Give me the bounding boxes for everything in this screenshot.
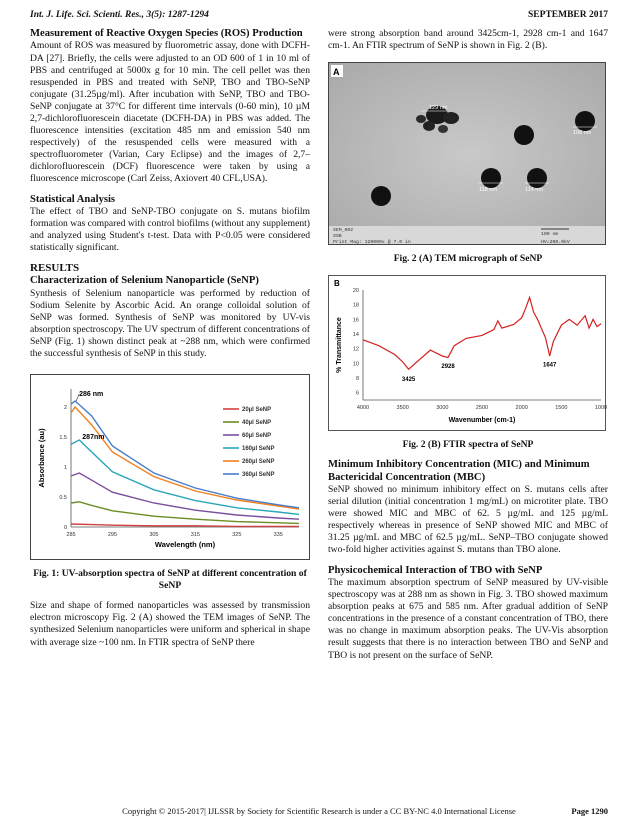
size-label: 118 nm [479, 187, 497, 194]
left-column [30, 28, 310, 649]
legend-label: 160µl SeNP [242, 446, 275, 453]
y-tick-label: 1.5 [59, 435, 67, 442]
nanoparticle [514, 125, 534, 145]
uv-figure [30, 374, 310, 560]
ros-paragraph: Amount of ROS was measured by fluorometric assay, done with DCFH-DA [27]. Briefly, the cells were adjusted to an OD 600 of 1 in 10 ml of PBS and centrifuged at 5000x g for 10 min. The cell pellet was then resuspended in PBS and treated with SeNP, TBO and TBO-SeNP conjugate (31.25µg/ml). After incubation with SeNP, TBO and TBO-SeNP conjugate at 37°C for different time intervals (0-60 min), 10 µM 2,7-dichlorofluorescein diacetate (DCFH-DA) in PBS was added. The fluorescence intensities (excitation 485 nm and emission 540 nm respectively) of the resuspended cells were measured with a spectrofluorometer (Varian, Cary Eclipse) and the images of 2,7–dichlorofluorescein (DCF) fluorescence were taken by using a fluorescence microscope (Carl Zeiss, Axiovert 40 CFL,USA). [30, 40, 310, 185]
tem-info: Print Mag: 120000x @ 7.0 in [333, 240, 411, 246]
y-tick-label: 12 [352, 346, 359, 353]
phys-section-title: Physicochemical Interaction of TBO with SeNP [328, 564, 543, 576]
peak-annotation: 3425 [401, 377, 416, 384]
tem-panel-label: A [333, 67, 340, 78]
y-tick-label: 16 [352, 317, 359, 324]
legend-label: 60µl SeNP [242, 433, 272, 440]
y-tick-label: 8 [355, 376, 359, 383]
copyright: Copyright © 2015-2017| IJLSSR by Society for Scientific Research is under a CC BY-NC 4.0 International License [122, 806, 516, 816]
ftir-chart [329, 276, 607, 432]
peak-annotation: 287nm [82, 434, 105, 442]
uv-series-line [71, 502, 299, 524]
char-paragraph: Synthesis of Selenium nanoparticle was performed by reduction of Sodium Selenite by Ascorbic Acid. An orange colloidal solution of SeNP was formed. Synthesis of SeNP was monitored by UV-vis absorption spectroscopy. The UV spectrum of different concentrations of SeNP (Fig. 1) shown distinct peak at ~288 nm, which were confirmed the successful synthesis of SeNP in this study. [30, 287, 310, 360]
x-tick-label: 1500 [555, 405, 568, 412]
y-tick-label: 20 [352, 288, 359, 295]
x-tick-label: 1000 [594, 405, 607, 412]
nanoparticle [527, 168, 547, 188]
ftir-panel-label: B [334, 279, 340, 289]
y-tick-label: 1 [63, 465, 67, 472]
nanoparticle [416, 115, 426, 123]
size-label: 114 nm [525, 187, 543, 194]
results-heading: RESULTS [30, 262, 80, 275]
size-label: 108 nm [573, 130, 592, 137]
x-tick-label: 4000 [356, 405, 370, 412]
ftir-series-line [363, 298, 601, 370]
page-footer [30, 806, 608, 816]
uv-chart [31, 375, 309, 559]
fig1-caption: Fig. 1: UV-absorption spectra of SeNP at different concentration of SeNP [33, 568, 307, 592]
ftir-paragraph: were strong absorption band around 3425cm-1, 2928 cm-1 and 1647 cm-1. An FTIR spectrum of SeNP is shown in Fig. 2 (B). [328, 28, 608, 52]
y-tick-label: 18 [352, 302, 359, 309]
x-tick-label: 335 [273, 532, 283, 539]
page-header [30, 10, 608, 24]
fig2b-caption: Fig. 2 (B) FTIR spectra of SeNP [402, 439, 534, 451]
y-tick-label: 6 [355, 390, 359, 397]
y-tick-label: 10 [352, 361, 359, 368]
ros-section-title: Measurement of Reactive Oxygen Species (ROS) Production [30, 28, 303, 39]
mic-section-title: Minimum Inhibitory Concentration (MIC) and Minimum Bactericidal Concentration (MBC) [328, 459, 590, 483]
ftir-figure [328, 275, 606, 431]
right-column [328, 28, 608, 662]
y-axis-label: Absorbance (au) [37, 428, 46, 488]
x-tick-label: 2000 [515, 405, 528, 412]
stat-paragraph: The effect of TBO and SeNP-TBO conjugate on S. mutans biofilm formation was compared with control biofilms (without any supplement) and analyzed using Student's t-test. Data with P<0.05 were considered statistically significant. [30, 205, 310, 254]
x-tick-label: 315 [190, 532, 200, 539]
y-tick-label: 0.5 [59, 495, 67, 502]
legend-label: 260µl SeNP [242, 459, 275, 466]
fig2a-caption: Fig. 2 (A) TEM micrograph of SeNP [393, 253, 543, 265]
peak-annotation: 1647 [542, 362, 557, 369]
size-paragraph: Size and shape of formed nanoparticles was assessed by transmission electron microscopy Fig. 2 (A) showed the TEM images of SeNP. The synthesized Selenium nanoparticles were uniform and spherical in shape with average size ~100 nm. In FTIR spectra of SeNP there [30, 600, 310, 648]
phys-paragraph: The maximum absorption spectrum of SeNP measured by UV-visible spectroscopy was at 288 nm as shown in Fig. 3. TBO showed maximum absorption peaks at 675 and 585 nm. After gradual addition of SeNP concentrations in the presence of a constant concentration of TBO, there was no change in maximum absorption peaks. The UV-Vis absorption result suggests that there is no interaction between TBO and SeNP and TBO is not present on the surface of SeNP. [328, 576, 608, 661]
nanoparticle [438, 125, 448, 133]
y-tick-label: 2 [63, 405, 67, 412]
nanoparticle [423, 121, 435, 131]
uv-series-line [71, 401, 299, 508]
y-tick-label: 0 [63, 525, 67, 532]
nanoparticle [575, 111, 595, 131]
uv-series-line [71, 524, 299, 526]
tem-info: SEM_002 [333, 228, 354, 234]
peak-annotation: 2928 [441, 364, 455, 371]
stat-section-title: Statistical Analysis [30, 193, 116, 205]
journal-citation: Int. J. Life. Sci. Scienti. Res., 3(5): 1287-1294 [30, 10, 209, 20]
x-tick-label: 3500 [396, 405, 409, 412]
size-label: 129 nm [429, 105, 448, 112]
uv-series-line [71, 473, 299, 519]
x-axis-label: Wavenumber (cm-1) [448, 417, 516, 425]
x-tick-label: 325 [232, 532, 242, 539]
legend-label: 20µl SeNP [242, 407, 272, 414]
peak-annotation: 286 nm [79, 391, 104, 399]
tem-scale: 100 nm [541, 232, 559, 238]
y-tick-label: 14 [352, 332, 359, 339]
mic-paragraph: SeNP showed no minimum inhibitory effect on S. mutans cells after serial dilution (initial concentration 1 mg/mL) on microtiter plate. TBO were showed MIC and MBC of 62. 5 µg/mL and 125 µg/mL respectively whereas in presence of SeNP showed MIC and MBC of 31.25 µg/mL and MBC of 62.5 µg/mL. SeNP–TBO conjugate showed two-fold higher activities against S. mutans than TBO alone. [328, 484, 608, 556]
tem-micrograph [328, 62, 606, 245]
page-number: Page 1290 [571, 806, 608, 816]
x-tick-label: 305 [149, 532, 159, 539]
x-tick-label: 285 [66, 532, 76, 539]
x-tick-label: 3000 [436, 405, 449, 412]
char-section-title: Characterization of Selenium Nanoparticle (SeNP) [30, 275, 259, 287]
y-axis-label: % Transmittance [336, 317, 343, 374]
legend-label: 40µl SeNP [242, 420, 272, 427]
x-axis-label: Wavelength (nm) [154, 540, 216, 550]
tem-info: SSB [333, 234, 342, 240]
tem-image [329, 63, 606, 245]
nanoparticle [481, 168, 501, 188]
x-tick-label: 295 [107, 532, 118, 539]
x-tick-label: 2500 [475, 405, 489, 412]
legend-label: 360µl SeNP [242, 472, 275, 479]
issue-date: SEPTEMBER 2017 [528, 10, 608, 20]
tem-info: HV=200.0kV [541, 240, 570, 246]
nanoparticle [371, 186, 391, 206]
nanoparticle [443, 112, 459, 124]
